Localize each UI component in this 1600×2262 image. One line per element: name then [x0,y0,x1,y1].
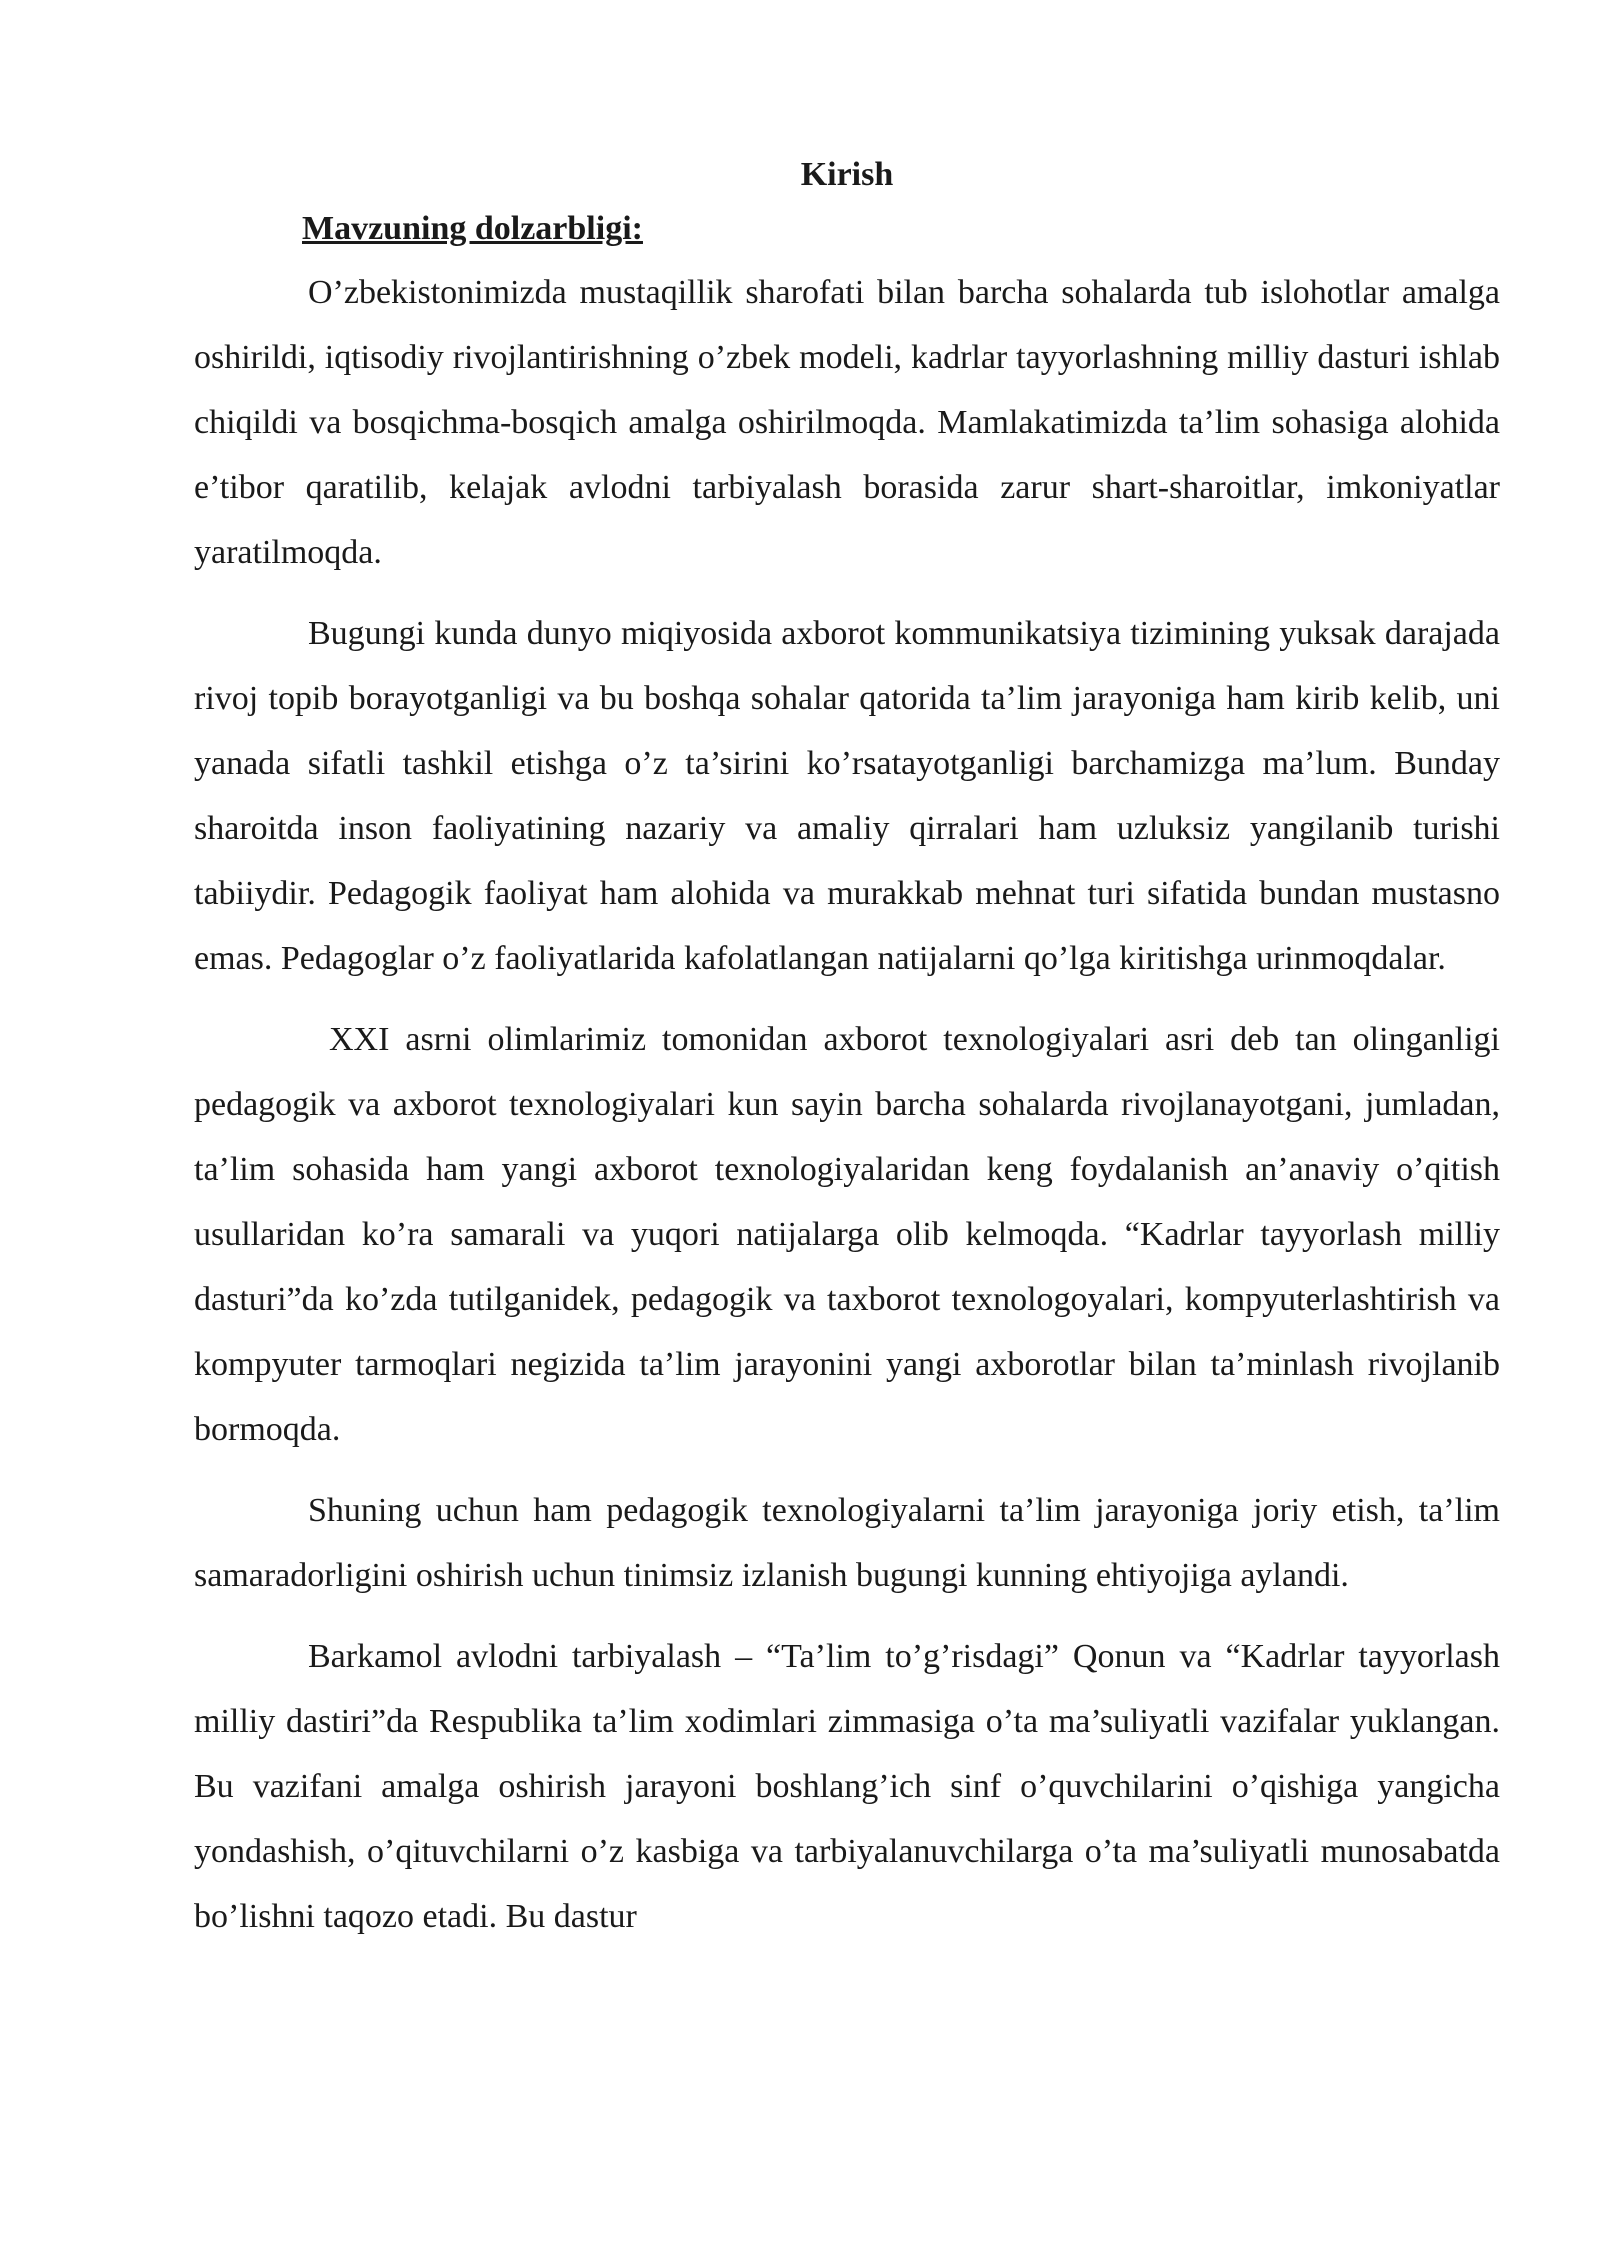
paragraph-2: Bugungi kunda dunyo miqiyosida axborot kommunikatsiya tizimining yuksak darajada rivoj topib borayotganligi va bu boshqa sohalar qatorida ta’lim jarayoniga ham kirib kelib, uni yanada sifatli tashkil etishga o’z ta’sirini ko’rsatayotganligi barchamizga ma’lum. Bunday sharoitda inson faoliyatining nazariy va amaliy qirralari ham uzluksiz yangilanib turishi tabiiydir. Pedagogik faoliyat ham alohida va murakkab mehnat turi sifatida bundan mustasno emas. Pedagoglar o’z faoliyatlarida kafolatlangan natijalarni qo’lga kiritishga urinmoqdalar. [194,615,1500,977]
paragraph-1: O’zbekistonimizda mustaqillik sharofati bilan barcha sohalarda tub islohotlar amalga oshirildi, iqtisodiy rivojlantirishning o’zbek modeli, kadrlar tayyorlashning milliy dasturi ishlab chiqildi va bosqichma-bosqich amalga oshirilmoqda. Mamlakatimizda ta’lim sohasiga alohida e’tibor qaratilib, kelajak avlodni tarbiyalash borasida zarur shart-sharoitlar, imkoniyatlar yaratilmoqda. [194,274,1500,571]
paragraph-4: Shuning uchun ham pedagogik texnologiyalarni ta’lim jarayoniga joriy etish, ta’lim samaradorligini oshirish uchun tinimsiz izlanish bugungi kunning ehtiyojiga aylandi. [194,1492,1500,1594]
document-body [194,150,1500,1965]
paragraph-3: XXI asrni olimlarimiz tomonidan axborot texnologiyalari asri deb tan olinganligi pedagogik va axborot texnologiyalari kun sayin barcha sohalarda rivojlanayotgani, jumladan, ta’lim sohasida ham yangi axborot texnologiyalaridan keng foydalanish an’anaviy o’qitish usullaridan ko’ra samarali va yuqori natijalarga olib kelmoqda. “Kadrlar tayyorlash milliy dasturi”da ko’zda tutilganidek, pedagogik va taxborot texnologoyalari, kompyuterlashtirish va kompyuter tarmoqlari negizida ta’lim jarayonini yangi axborotlar bilan ta’minlash rivojlanib bormoqda. [194,1021,1500,1448]
paragraph-5: Barkamol avlodni tarbiyalash – “Ta’lim to’g’risdagi” Qonun va “Kadrlar tayyorlash milliy dastiri”da Respublika ta’lim xodimlari zimmasiga o’ta ma’suliyatli vazifalar yuklangan. Bu vazifani amalga oshirish jarayoni boshlang’ich sinf o’quvchilarini o’qishiga yangicha yondashish, o’qituvchilarni o’z kasbiga va tarbiyalanuvchilarga o’ta ma’suliyatli munosabatda bo’lishni taqozo etadi. Bu dastur [194,1638,1500,1935]
document-title: Kirish [800,156,894,193]
section-heading: Mavzuning dolzarbligi: [302,210,643,247]
